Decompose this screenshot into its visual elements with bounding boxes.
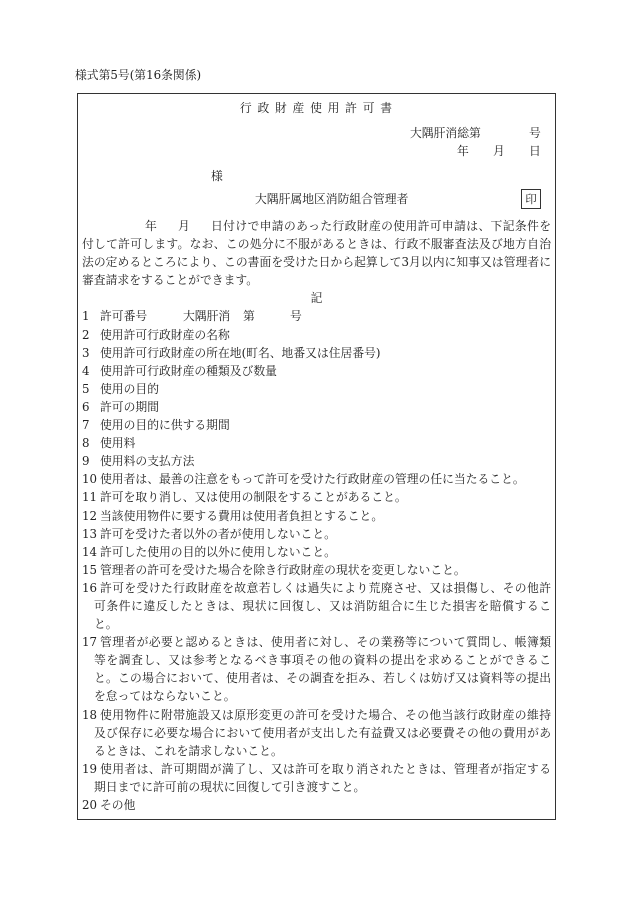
list-item	[82, 362, 551, 380]
condition-item	[82, 579, 551, 633]
item-number: 16	[82, 580, 98, 595]
permit-number-dai: 第	[243, 309, 255, 324]
item-text-continued: 期日までに許可前の現状に回復して引き渡すこと。	[94, 779, 366, 794]
date-month: 月	[493, 144, 505, 158]
preamble-line	[82, 217, 551, 235]
item-number: 17	[82, 635, 98, 650]
item-number: 14	[82, 544, 98, 559]
preamble-month: 月	[178, 219, 190, 233]
item-number: 10	[82, 472, 98, 487]
item-text: 使用料の支払方法	[100, 454, 195, 469]
permit-number-item	[82, 307, 551, 325]
item-text-continued: 及び保存に必要な場合において使用者が支出した有益費又は必要費その他の費用があ	[94, 725, 551, 740]
item-text: 使用の目的	[100, 381, 159, 396]
seal-stamp: 印	[521, 189, 541, 209]
item-number: 15	[82, 562, 98, 577]
item-number: 3	[82, 345, 90, 360]
item-number: 5	[82, 381, 90, 396]
item-text-continued: を怠ってはならないこと。	[94, 689, 236, 704]
item-text-continued: と。この場合において、使用者は、その調査を拒み、若しくは妨げ又は資料等の提出	[94, 671, 551, 686]
list-item	[82, 416, 551, 434]
item-text: 許可を取り消し、又は使用の制限をすることがあること。	[100, 490, 407, 505]
item-text: 許可の期間	[100, 399, 159, 414]
preamble-line: 付して許可します。なお、この処分に不服があるときは、行政不服審査法及び地方自治	[82, 237, 551, 252]
item-number: 19	[82, 761, 98, 776]
item-text: 使用物件に附帯施設又は原形変更の許可を受けた場合、その他当該行政財産の維持	[100, 707, 551, 722]
condition-item	[82, 507, 551, 525]
item-text: 許可を受けた者以外の者が使用しないこと。	[100, 526, 336, 541]
item-text: 使用許可行政財産の名称	[100, 327, 230, 342]
item-text: 許可を受けた行政財産を故意若しくは過失により荒廃させ、又は損傷し、その他許	[100, 580, 551, 595]
item-text-continued: 等を調査し、又は参考となるべき事項その他の資料の提出を求めることができるこ	[94, 653, 551, 668]
item-number: 18	[82, 707, 98, 722]
item-text: 使用の目的に供する期間	[100, 418, 230, 433]
date-year: 年	[457, 144, 469, 158]
condition-item	[82, 561, 551, 579]
condition-item	[82, 706, 551, 760]
item-text: 使用者は、最善の注意をもって許可を受けた行政財産の管理の任に当たること。	[100, 472, 525, 487]
item-text: 使用者は、許可期間が満了し、又は許可を取り消されたときは、管理者が指定する	[100, 761, 551, 776]
list-item	[82, 326, 551, 344]
item-number: 11	[82, 490, 98, 505]
document-title: 行 政 財 産 使 用 許 可 書	[239, 101, 394, 115]
item-number: 8	[82, 436, 90, 451]
addressee-honorific: 様	[211, 169, 223, 183]
doc-number-suffix: 号	[529, 126, 541, 140]
condition-item	[82, 488, 551, 506]
condition-item	[82, 633, 551, 705]
list-item	[82, 380, 551, 398]
item-text: 管理者が必要と認めるときは、使用者に対し、その業務等について質問し、帳簿類	[100, 635, 551, 650]
list-item	[82, 452, 551, 470]
preamble-line: 審査請求をすることができます。	[82, 273, 259, 288]
item-number: 9	[82, 454, 90, 469]
item-text: 使用許可行政財産の種類及び数量	[100, 363, 277, 378]
item-number: 1	[82, 309, 90, 324]
permit-number-series: 大隅肝消	[183, 309, 231, 324]
item-text-continued: と。	[94, 617, 118, 632]
condition-item	[82, 470, 551, 488]
preamble-text: 日付けで申請のあった行政財産の使用許可申請は、下記条件を	[211, 219, 551, 233]
list-item	[82, 398, 551, 416]
preamble-year: 年	[145, 219, 157, 233]
doc-number-prefix: 大隅肝消総第	[410, 126, 481, 140]
ki-heading: 記	[310, 291, 323, 306]
document-body	[82, 217, 551, 814]
date-day: 日	[529, 144, 541, 158]
item-number: 7	[82, 418, 90, 433]
issuer-name: 大隅肝属地区消防組合管理者	[255, 192, 409, 206]
item-number: 20	[82, 798, 98, 812]
item-number: 12	[82, 508, 98, 523]
condition-item	[82, 543, 551, 561]
item-text: 当該使用物件に要する費用は使用者負担とすること。	[100, 508, 384, 523]
item-text: その他	[100, 798, 136, 812]
item-text: 許可した使用の目的以外に使用しないこと。	[100, 544, 336, 559]
item-text: 使用許可行政財産の所在地(町名、地番又は住居番号)	[100, 345, 381, 360]
form-number: 様式第5号(第16条関係)	[75, 68, 202, 82]
permit-number-label: 許可番号	[100, 309, 148, 324]
item-text: 使用料	[100, 436, 136, 451]
condition-item	[82, 760, 551, 796]
condition-item	[82, 525, 551, 543]
item-number: 4	[82, 363, 90, 378]
item-text-continued: るときは、これを請求しないこと。	[94, 743, 283, 758]
item-number: 2	[82, 327, 90, 342]
condition-item	[82, 796, 551, 814]
item-text: 管理者の許可を受けた場合を除き行政財産の現状を変更しないこと。	[100, 562, 466, 577]
preamble-line: 法の定めるところにより、この書面を受けた日から起算して3月以内に知事又は管理者に	[82, 255, 551, 270]
list-item	[82, 434, 551, 452]
permit-number-go: 号	[290, 309, 302, 324]
item-number: 13	[82, 526, 98, 541]
item-number: 6	[82, 399, 90, 414]
list-item	[82, 344, 551, 362]
item-text-continued: 可条件に違反したときは、現状に回復し、又は消防組合に生じた損害を賠償するこ	[94, 598, 551, 613]
